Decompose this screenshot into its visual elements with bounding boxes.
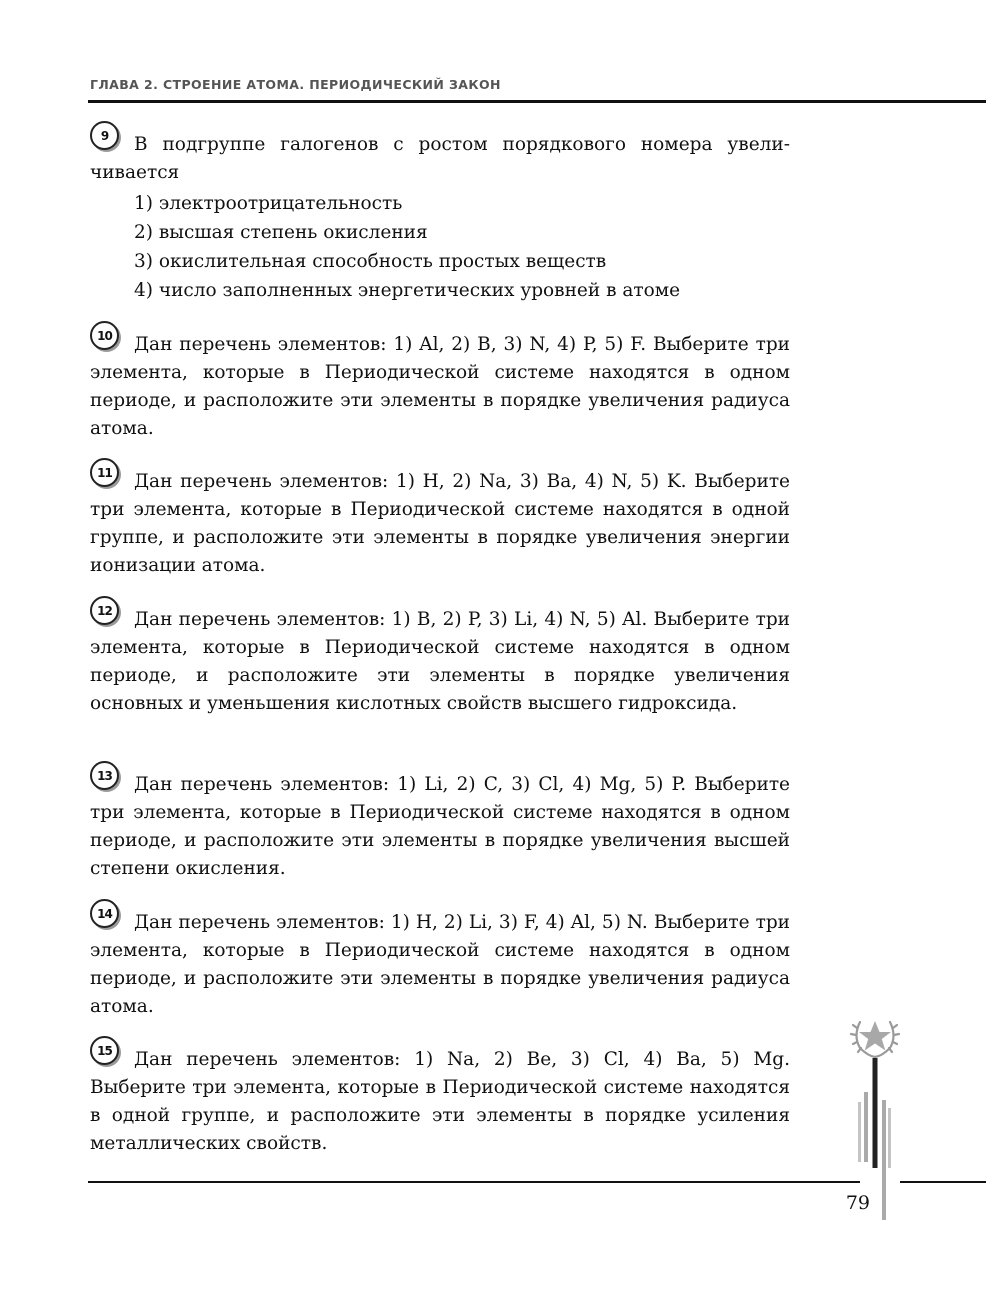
task-number-badge: 13 (90, 761, 119, 790)
task-text: Дан перечень элементов: 1) Na, 2) Be, 3) Cl, 4) Ba, 5) Mg. Выберите три элемента, которые в Периодической системе находятся в одной группе, и расположите эти элементы в порядке усиления металлических свойств. (90, 1049, 790, 1154)
page-number: 79 (845, 1192, 870, 1214)
answer-option: 4) число заполненных энергетических уровней в атоме (134, 280, 681, 301)
task-15 (90, 1043, 790, 1158)
header-rule (88, 100, 986, 103)
task-text: Дан перечень элементов: 1) Al, 2) B, 3) N, 4) P, 5) F. Выберите три элемента, которые в Периодической системе находятся в одном периоде, и расположите эти элементы в порядке увеличения радиуса атома. (90, 334, 790, 439)
footer-rule (88, 1181, 860, 1183)
task-10 (90, 328, 790, 443)
answer-option: 2) высшая степень окисления (134, 222, 428, 243)
task-number-badge: 9 (90, 121, 119, 150)
answer-option: 3) окислительная способность простых веществ (134, 251, 607, 272)
task-number-badge: 14 (90, 899, 119, 928)
task-text: Дан перечень элементов: 1) B, 2) P, 3) Li, 4) N, 5) Al. Выберите три элемента, которые в Периодической системе находятся в одном периоде, и расположите эти элементы в порядке увеличения основных и уменьшения кислотных свойств высшего гидроксида. (90, 609, 790, 714)
task-text: В подгруппе галогенов с ростом порядкового номера увеличивается (90, 134, 790, 183)
task-9 (90, 128, 790, 305)
task-11 (90, 465, 790, 580)
answer-option: 1) электроотрицательность (134, 193, 403, 214)
answer-options (134, 189, 790, 305)
task-12 (90, 603, 790, 718)
task-text: Дан перечень элементов: 1) H, 2) Li, 3) F, 4) Al, 5) N. Выберите три элемента, которые в Периодической системе находятся в одном периоде, и расположите эти элементы в порядке увеличения радиуса атома. (90, 912, 790, 1017)
task-text: Дан перечень элементов: 1) Li, 2) C, 3) Cl, 4) Mg, 5) P. Выберите три элемента, которые в Периодической системе находятся в одном периоде, и расположите эти элементы в порядке увеличения высшей степени окисления. (90, 774, 790, 879)
task-number-badge: 10 (90, 321, 119, 350)
task-number-badge: 11 (90, 458, 119, 487)
task-14 (90, 906, 790, 1021)
task-text: Дан перечень элементов: 1) H, 2) Na, 3) Ba, 4) N, 5) K. Выберите три элемента, которые в Периодической системе находятся в одной группе, и расположите эти элементы в порядке увеличения энергии ионизации атома. (90, 471, 790, 576)
chapter-header: ГЛАВА 2. СТРОЕНИЕ АТОМА. ПЕРИОДИЧЕСКИЙ ЗАКОН (90, 77, 501, 92)
task-13 (90, 768, 790, 883)
task-number-badge: 12 (90, 596, 119, 625)
task-number-badge: 15 (90, 1036, 119, 1065)
footer-rule (900, 1181, 986, 1183)
